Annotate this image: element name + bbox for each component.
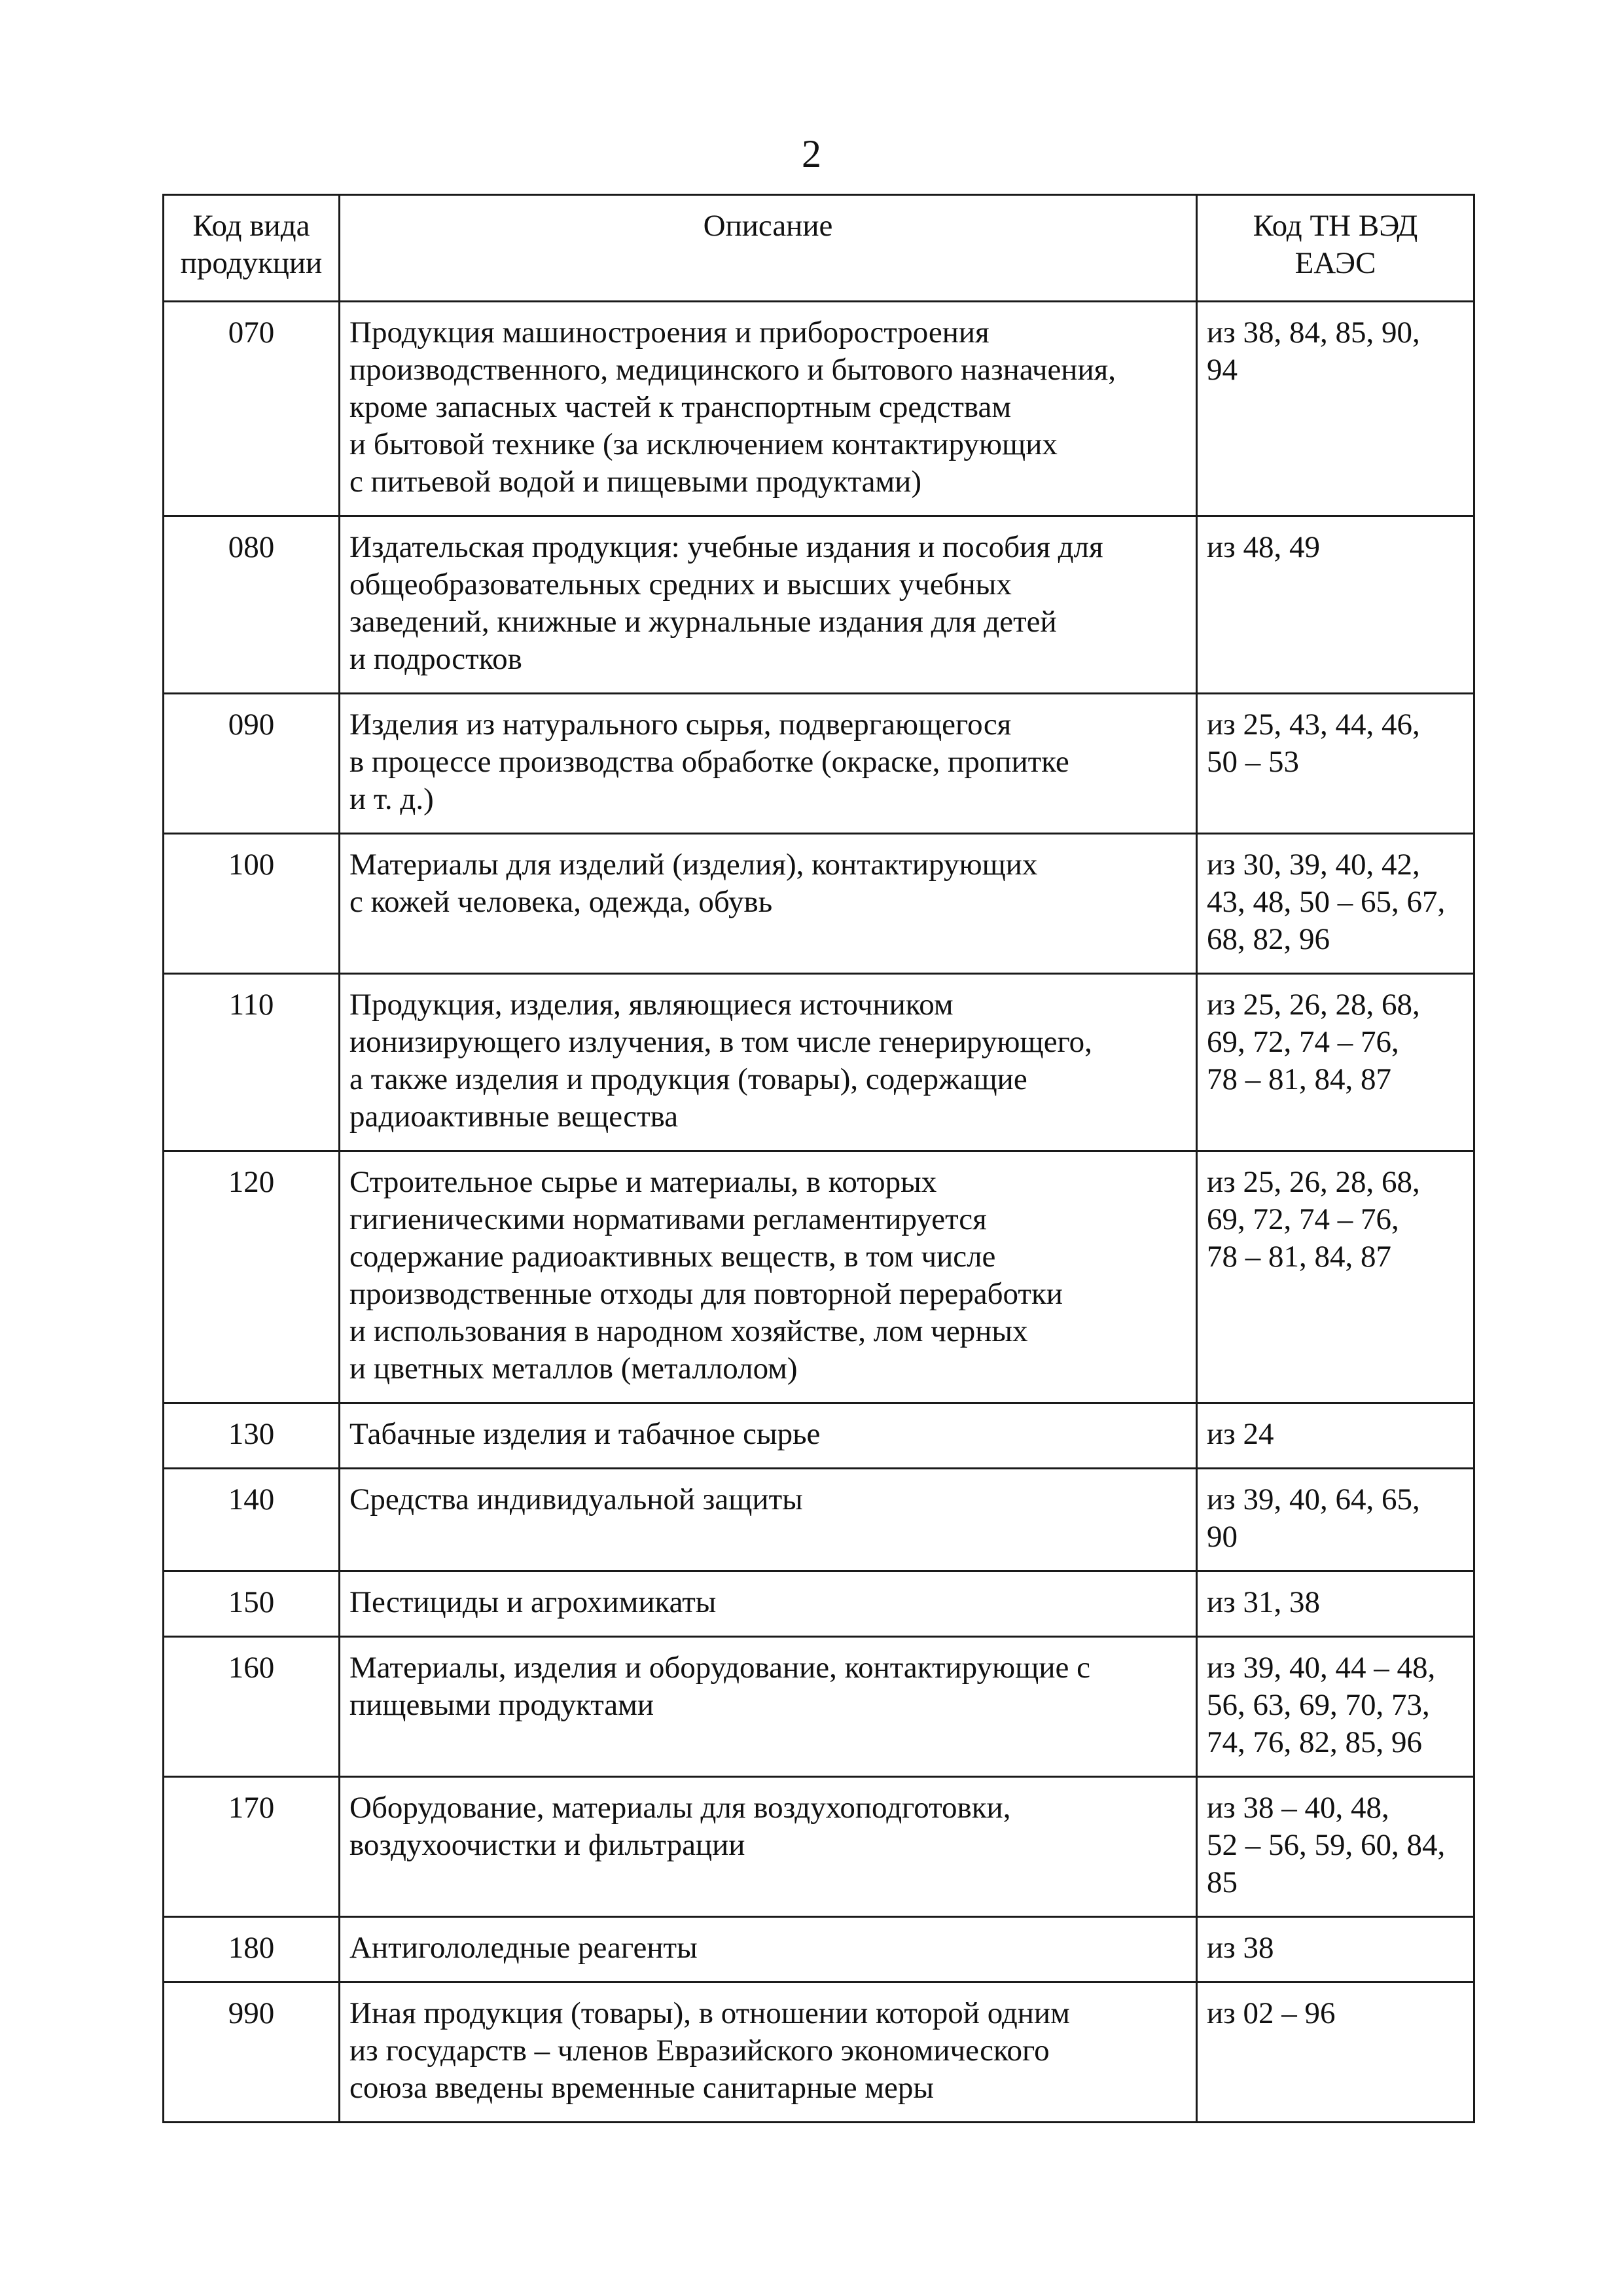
tn-ved-line: 78 – 81, 84, 87 xyxy=(1207,1240,1391,1274)
product-code-cell: 130 xyxy=(164,1403,340,1469)
description-line: пищевыми продуктами xyxy=(349,1688,654,1722)
header-line: Код ТН ВЭД xyxy=(1253,209,1418,243)
product-code-cell: 120 xyxy=(164,1151,340,1403)
header-line: Описание xyxy=(703,209,833,243)
tn-ved-line: 85 xyxy=(1207,1865,1238,1899)
description-cell xyxy=(340,1982,1197,2123)
tn-ved-line: 90 xyxy=(1207,1520,1238,1554)
table-row xyxy=(164,1637,1474,1777)
description-line: союза введены временные санитарные меры xyxy=(349,2071,934,2105)
table-row xyxy=(164,974,1474,1151)
description-line: Пестициды и агрохимикаты xyxy=(349,1585,717,1619)
description-cell xyxy=(340,1151,1197,1403)
description-line: и бытовой технике (за исключением контактирующих xyxy=(349,427,1058,461)
header-line: ЕАЭС xyxy=(1294,246,1376,280)
description-line: Оборудование, материалы для воздухоподготовки, xyxy=(349,1791,1011,1825)
description-line: Табачные изделия и табачное сырье xyxy=(349,1417,821,1451)
description-line: Средства индивидуальной защиты xyxy=(349,1482,803,1516)
description-cell xyxy=(340,1637,1197,1777)
description-cell xyxy=(340,1469,1197,1571)
product-code-cell: 090 xyxy=(164,694,340,834)
tn-ved-cell xyxy=(1197,302,1474,516)
description-cell xyxy=(340,834,1197,974)
tn-ved-line: из 38 – 40, 48, xyxy=(1207,1791,1389,1825)
tn-ved-line: 43, 48, 50 – 65, 67, xyxy=(1207,885,1446,919)
tn-ved-line: из 38 xyxy=(1207,1931,1274,1965)
tn-ved-line: 74, 76, 82, 85, 96 xyxy=(1207,1725,1422,1759)
product-code-cell: 070 xyxy=(164,302,340,516)
description-line: Издательская продукция: учебные издания и пособия для xyxy=(349,530,1103,564)
product-code-cell: 160 xyxy=(164,1637,340,1777)
description-line: и подростков xyxy=(349,642,522,676)
description-line: производственные отходы для повторной переработки xyxy=(349,1277,1063,1311)
description-line: а также изделия и продукция (товары), содержащие xyxy=(349,1062,1027,1096)
description-line: Иная продукция (товары), в отношении которой одним xyxy=(349,1996,1070,2030)
tn-ved-cell xyxy=(1197,1151,1474,1403)
tn-ved-line: 94 xyxy=(1207,353,1238,387)
description-line: в процессе производства обработке (окраске, пропитке xyxy=(349,745,1069,779)
table-row xyxy=(164,834,1474,974)
tn-ved-line: из 25, 26, 28, 68, xyxy=(1207,988,1420,1022)
description-line: Материалы для изделий (изделия), контактирующих xyxy=(349,848,1038,882)
table-row xyxy=(164,1571,1474,1637)
page-number: 2 xyxy=(802,132,821,175)
table-row xyxy=(164,1151,1474,1403)
tn-ved-cell xyxy=(1197,1637,1474,1777)
description-line: Антигололедные реагенты xyxy=(349,1931,698,1965)
description-line: ионизирующего излучения, в том числе генерирующего, xyxy=(349,1025,1092,1059)
table-row xyxy=(164,516,1474,694)
table-header-row xyxy=(164,195,1474,302)
tn-ved-cell xyxy=(1197,974,1474,1151)
table-row xyxy=(164,1469,1474,1571)
description-cell xyxy=(340,1917,1197,1982)
description-cell xyxy=(340,694,1197,834)
tn-ved-line: из 24 xyxy=(1207,1417,1274,1451)
description-cell xyxy=(340,516,1197,694)
description-cell xyxy=(340,974,1197,1151)
tn-ved-line: 50 – 53 xyxy=(1207,745,1299,779)
description-cell xyxy=(340,1403,1197,1469)
header-description xyxy=(340,195,1197,302)
tn-ved-cell xyxy=(1197,694,1474,834)
product-code-cell: 150 xyxy=(164,1571,340,1637)
description-line: общеобразовательных средних и высших учебных xyxy=(349,567,1012,601)
tn-ved-line: из 48, 49 xyxy=(1207,530,1320,564)
tn-ved-cell xyxy=(1197,516,1474,694)
tn-ved-line: 52 – 56, 59, 60, 84, xyxy=(1207,1828,1446,1862)
tn-ved-line: из 38, 84, 85, 90, xyxy=(1207,315,1420,350)
tn-ved-cell xyxy=(1197,834,1474,974)
products-table xyxy=(162,194,1475,2123)
description-line: воздухоочистки и фильтрации xyxy=(349,1828,745,1862)
description-line: и т. д.) xyxy=(349,782,434,816)
tn-ved-line: из 39, 40, 64, 65, xyxy=(1207,1482,1420,1516)
description-cell xyxy=(340,1571,1197,1637)
description-line: с кожей человека, одежда, обувь xyxy=(349,885,773,919)
table-row xyxy=(164,302,1474,516)
description-line: и цветных металлов (металлолом) xyxy=(349,1352,798,1386)
product-code-cell: 140 xyxy=(164,1469,340,1571)
description-line: производственного, медицинского и бытового назначения, xyxy=(349,353,1116,387)
tn-ved-line: из 31, 38 xyxy=(1207,1585,1320,1619)
tn-ved-cell xyxy=(1197,1469,1474,1571)
table-body xyxy=(164,302,1474,2123)
tn-ved-line: 68, 82, 96 xyxy=(1207,922,1330,956)
description-line: Продукция, изделия, являющиеся источником xyxy=(349,988,954,1022)
product-code-cell: 990 xyxy=(164,1982,340,2123)
description-cell xyxy=(340,1777,1197,1917)
tn-ved-cell xyxy=(1197,1571,1474,1637)
product-code-cell: 110 xyxy=(164,974,340,1151)
tn-ved-cell xyxy=(1197,1917,1474,1982)
tn-ved-line: 69, 72, 74 – 76, xyxy=(1207,1202,1399,1236)
description-line: Строительное сырье и материалы, в которых xyxy=(349,1165,937,1199)
description-line: из государств – членов Евразийского экономического xyxy=(349,2034,1050,2068)
table-row xyxy=(164,1917,1474,1982)
tn-ved-cell xyxy=(1197,1982,1474,2123)
table-row xyxy=(164,1403,1474,1469)
product-code-cell: 180 xyxy=(164,1917,340,1982)
description-line: содержание радиоактивных веществ, в том числе xyxy=(349,1240,996,1274)
description-line: и использования в народном хозяйстве, лом черных xyxy=(349,1314,1028,1348)
tn-ved-line: из 25, 26, 28, 68, xyxy=(1207,1165,1420,1199)
tn-ved-line: из 30, 39, 40, 42, xyxy=(1207,848,1420,882)
product-code-cell: 100 xyxy=(164,834,340,974)
description-line: заведений, книжные и журнальные издания для детей xyxy=(349,605,1057,639)
header-product-code xyxy=(164,195,340,302)
table-row xyxy=(164,1777,1474,1917)
table-row xyxy=(164,1982,1474,2123)
tn-ved-line: 56, 63, 69, 70, 73, xyxy=(1207,1688,1430,1722)
description-line: кроме запасных частей к транспортным средствам xyxy=(349,390,1012,424)
description-line: гигиеническими нормативами регламентируется xyxy=(349,1202,987,1236)
description-line: Изделия из натурального сырья, подвергающегося xyxy=(349,708,1012,742)
tn-ved-cell xyxy=(1197,1403,1474,1469)
tn-ved-line: 69, 72, 74 – 76, xyxy=(1207,1025,1399,1059)
tn-ved-line: из 02 – 96 xyxy=(1207,1996,1336,2030)
description-line: радиоактивные вещества xyxy=(349,1100,679,1134)
product-code-cell: 170 xyxy=(164,1777,340,1917)
tn-ved-line: из 25, 43, 44, 46, xyxy=(1207,708,1420,742)
product-code-cell: 080 xyxy=(164,516,340,694)
header-line: продукции xyxy=(180,246,323,280)
description-line: Материалы, изделия и оборудование, контактирующие с xyxy=(349,1651,1090,1685)
header-tn-ved-code xyxy=(1197,195,1474,302)
tn-ved-line: из 39, 40, 44 – 48, xyxy=(1207,1651,1436,1685)
description-cell xyxy=(340,302,1197,516)
header-line: Код вида xyxy=(192,209,310,243)
description-line: Продукция машиностроения и приборостроения xyxy=(349,315,990,350)
tn-ved-cell xyxy=(1197,1777,1474,1917)
table-row xyxy=(164,694,1474,834)
description-line: с питьевой водой и пищевыми продуктами) xyxy=(349,465,921,499)
tn-ved-line: 78 – 81, 84, 87 xyxy=(1207,1062,1391,1096)
